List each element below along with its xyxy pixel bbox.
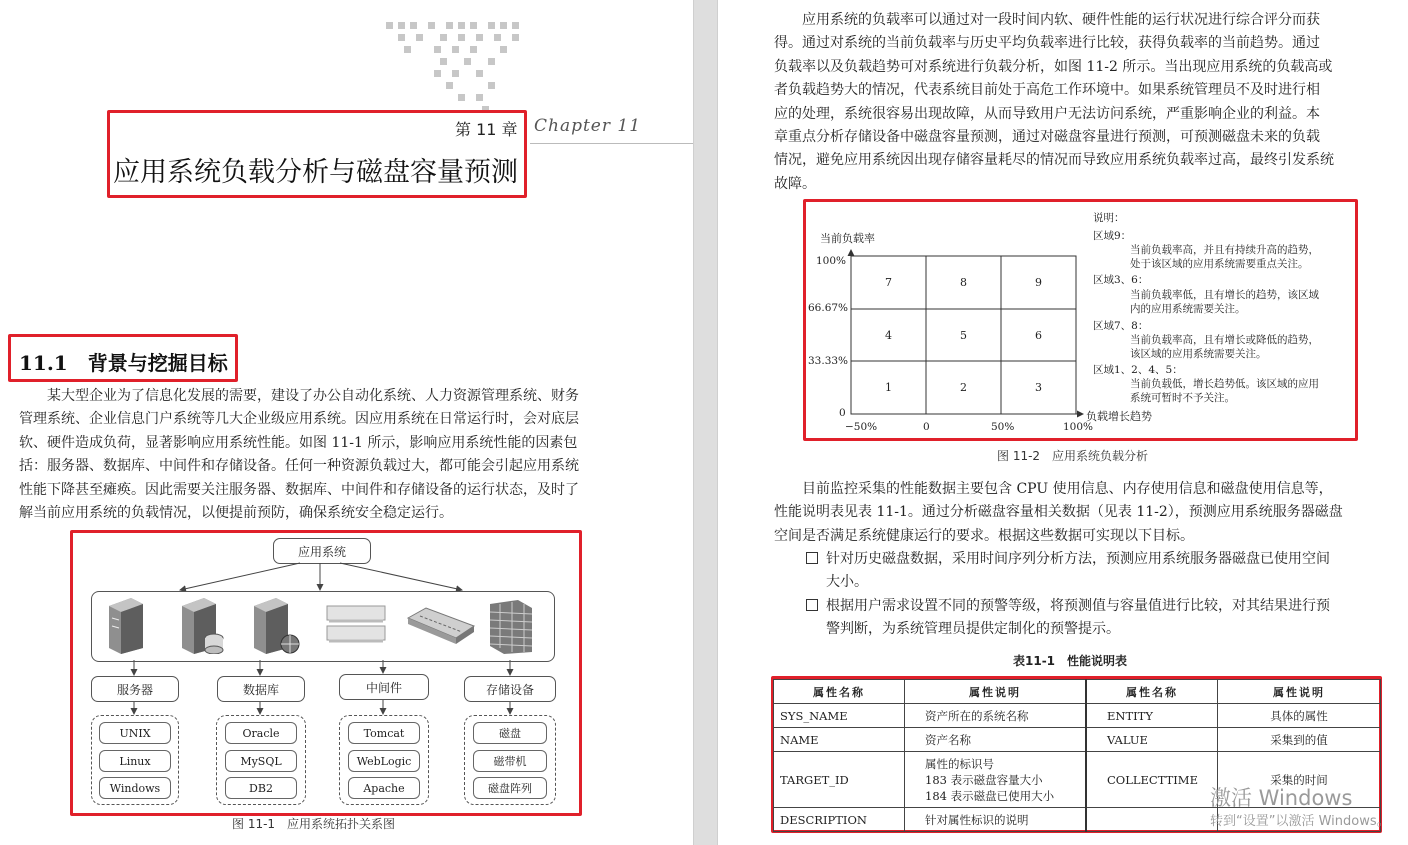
zone-cell: 8 [960,276,967,289]
y-tick: 66.67% [808,302,849,314]
table-cell: TARGET_ID [774,752,905,808]
x-tick: 0 [923,421,930,433]
x-tick: −50% [845,421,878,433]
legend-zone: 区域9： [1093,230,1132,242]
group-item: Linux [99,750,171,772]
table-header: 属性说明 [905,680,1087,704]
group-item: 磁盘 [473,722,547,744]
para-line: 解当前应用系统的负载情况，以便提前预防，确保系统安全稳定运行。 [19,505,453,522]
table-header: 属性说明 [1218,680,1381,704]
cell-line: 184 表示磁盘已使用大小 [925,788,1055,803]
bullet-line: 大小。 [826,574,868,591]
group-item: UNIX [99,722,171,744]
y-tick: 0 [839,407,846,419]
bullet-item [806,595,1381,642]
table-cell: 资产名称 [905,728,1087,752]
para-line: 软、硬件造成负荷，显著影响应用系统性能。如图 11-1 所示，影响应用系统性能的因素包 [19,434,578,451]
para-line: 章重点分析存储设备中磁盘容量预测，通过对磁盘容量进行预测，可预测磁盘未来的负载 [774,129,1320,146]
group-item: WebLogic [348,750,420,772]
para-line: 负载率以及负载趋势可对系统进行负载分析，如图 11-2 所示。当出现应用系统的负载高或 [774,58,1333,75]
para-line: 某大型企业为了信息化发展的需要，建设了办公自动化系统、人力资源管理系统、财务 [47,388,579,404]
legend-zone: 区域7、8： [1093,320,1149,332]
metrics-paragraph [774,478,1380,548]
table-cell: DESCRIPTION [774,808,905,832]
figure-11-2-caption: 图 11-2 应用系统负载分析 [997,449,1149,463]
y-tick: 33.33% [808,355,849,367]
zone-cell: 3 [1035,381,1042,394]
web-server-icon [250,596,302,654]
table-cell: COLLECTTIME [1086,752,1218,808]
category-node: 服务器 [91,676,179,702]
firewall-storage-icon [488,598,534,654]
group-item: Windows [99,777,171,799]
para-line: 情况，避免应用系统因出现存储容量耗尽的情况而导致应用系统负载率过高，最终引发系统 [774,152,1334,169]
group-item: 磁盘阵列 [473,777,547,799]
para-line: 得。通过对系统的当前负载率与历史平均负载率进行比较，获得负载率的当前趋势。通过 [774,35,1320,52]
group-item: Oracle [225,722,297,744]
para-line: 应的处理，系统很容易出现故障，从而导致用户无法访问系统，严重影响企业的利益。本 [774,105,1320,122]
cell-line: 属性的标识号 [925,756,994,771]
checkbox-glyph-icon [806,552,818,564]
legend-zone: 区域1、2、4、5： [1093,364,1183,376]
zone-cell: 4 [885,328,892,342]
bullet-line: 警判断，为系统管理员提供定制化的预警提示。 [826,621,1120,638]
legend-zone: 区域3、6： [1093,274,1149,286]
para-line: 性能说明表见表 11-1。通过分析磁盘容量相关数据（见表 11-2），预测应用系统服务器磁盘 [774,504,1343,521]
category-node: 存储设备 [464,676,556,702]
table-row [774,728,1381,752]
server-icon [105,596,147,654]
table-cell: VALUE [1086,728,1218,752]
table-header: 属性名称 [774,680,905,704]
table-title: 表11-1 性能说明表 [1013,654,1128,668]
legend-line: 该区域的应用系统需要关注。 [1130,348,1267,360]
group-item: Tomcat [348,722,420,744]
x-tick: 50% [991,421,1015,433]
x-tick: 100% [1063,421,1094,433]
table-cell: ENTITY [1086,704,1218,728]
table-cell [1086,808,1218,832]
group-item: MySQL [225,750,297,772]
checkbox-glyph-icon [806,599,818,611]
table-cell: NAME [774,728,905,752]
chapter-script: Chapter 11 [534,116,642,136]
table-cell: 采集到的值 [1218,728,1381,752]
activation-watermark-hint: 转到“设置”以激活 Windows。 [1210,814,1390,829]
para-line: 性能下降甚至瘫痪。因此需要关注服务器、数据库、中间件和存储设备的运行状态，及时了 [19,481,579,498]
table-cell: 采集的时间 [1218,752,1381,808]
legend-line: 当前负载低，增长趋势低。该区域的应用 [1130,378,1319,390]
device-container [91,591,555,662]
root-node: 应用系统 [273,538,371,564]
legend-line: 系统可暂时不予关注。 [1130,392,1235,404]
legend-line: 内的应用系统需要关注。 [1130,303,1246,315]
table-header: 属性名称 [1086,680,1218,704]
group-item: 磁带机 [473,750,547,772]
table-cell: SYS_NAME [774,704,905,728]
left-page [0,0,693,845]
table-cell: 具体的属性 [1218,704,1381,728]
zone-cell: 1 [885,381,892,394]
right-page [718,0,1408,845]
section-title: 11.1 背景与挖掘目标 [19,351,228,375]
legend-title: 说明： [1093,212,1125,224]
bullet-line: 根据用户需求设置不同的预警等级，将预测值与容量值进行比较，对其结果进行预 [826,598,1330,614]
table-cell: 针对属性标识的说明 [905,808,1087,832]
zone-cell: 2 [960,381,967,394]
middleware-rack-icon [325,604,387,648]
para-line: 应用系统的负载率可以通过对一段时间内软、硬件性能的运行状况进行综合评分而获 [802,12,1320,28]
para-line: 括：服务器、数据库、中间件和存储设备。任何一种资源负载过大，都可能会引起应用系统 [19,458,579,475]
zone-cell: 7 [885,276,892,289]
bullet-line: 针对历史磁盘数据，采用时间序列分析方法，预测应用系统服务器磁盘已使用空间 [826,551,1330,567]
category-node: 中间件 [339,674,429,700]
table-cell: 资产所在的系统名称 [905,704,1087,728]
group-item: DB2 [225,777,297,799]
zone-cell: 5 [960,328,967,342]
cell-line: 183 表示磁盘容量大小 [925,772,1043,787]
para-line: 故障。 [774,175,816,192]
table-header-row [774,680,1381,704]
zone-cell: 6 [1035,328,1042,342]
para-line: 者负载趋势大的情况，代表系统目前处于高危工作环境中。如果系统管理员不及时进行相 [774,82,1320,99]
legend-line: 当前负载率高，且有增长或降低的趋势， [1130,334,1319,346]
para-line: 目前监控采集的性能数据主要包含 CPU 使用信息、内存使用信息和磁盘使用信息等， [802,481,1333,497]
legend-line: 当前负载率低，且有增长的趋势，该区域 [1130,289,1319,301]
activation-watermark-title: 激活 Windows [1210,786,1353,810]
chart-ylabel: 当前负载率 [820,232,875,245]
zone-cell: 9 [1035,276,1042,289]
legend-line: 处于该区域的应用系统需要重点关注。 [1130,258,1309,270]
switch-icon [406,606,476,646]
chapter-title: 应用系统负载分析与磁盘容量预测 [113,157,518,188]
figure-11-1-caption: 图 11-1 应用系统拓扑关系图 [232,817,396,831]
database-server-icon [178,596,228,654]
category-node: 数据库 [217,676,305,702]
bullet-item [806,548,1381,595]
para-line: 空间是否满足系统健康运行的要求。根据这些数据可实现以下目标。 [774,527,1194,544]
para-line: 管理系统、企业信息门户系统等几大企业级应用系统。因应用系统在日常运行时，会对底层 [19,411,579,428]
table-row [774,704,1381,728]
table-cell-multiline [905,752,1087,808]
legend-line: 当前负载率高，并且有持续升高的趋势， [1130,244,1319,256]
chart-xlabel: 负载增长趋势 [1086,410,1152,423]
chapter-label: 第 11 章 [455,120,518,139]
group-item: Apache [348,777,420,799]
page-gutter [693,0,718,845]
y-tick: 100% [816,255,847,267]
